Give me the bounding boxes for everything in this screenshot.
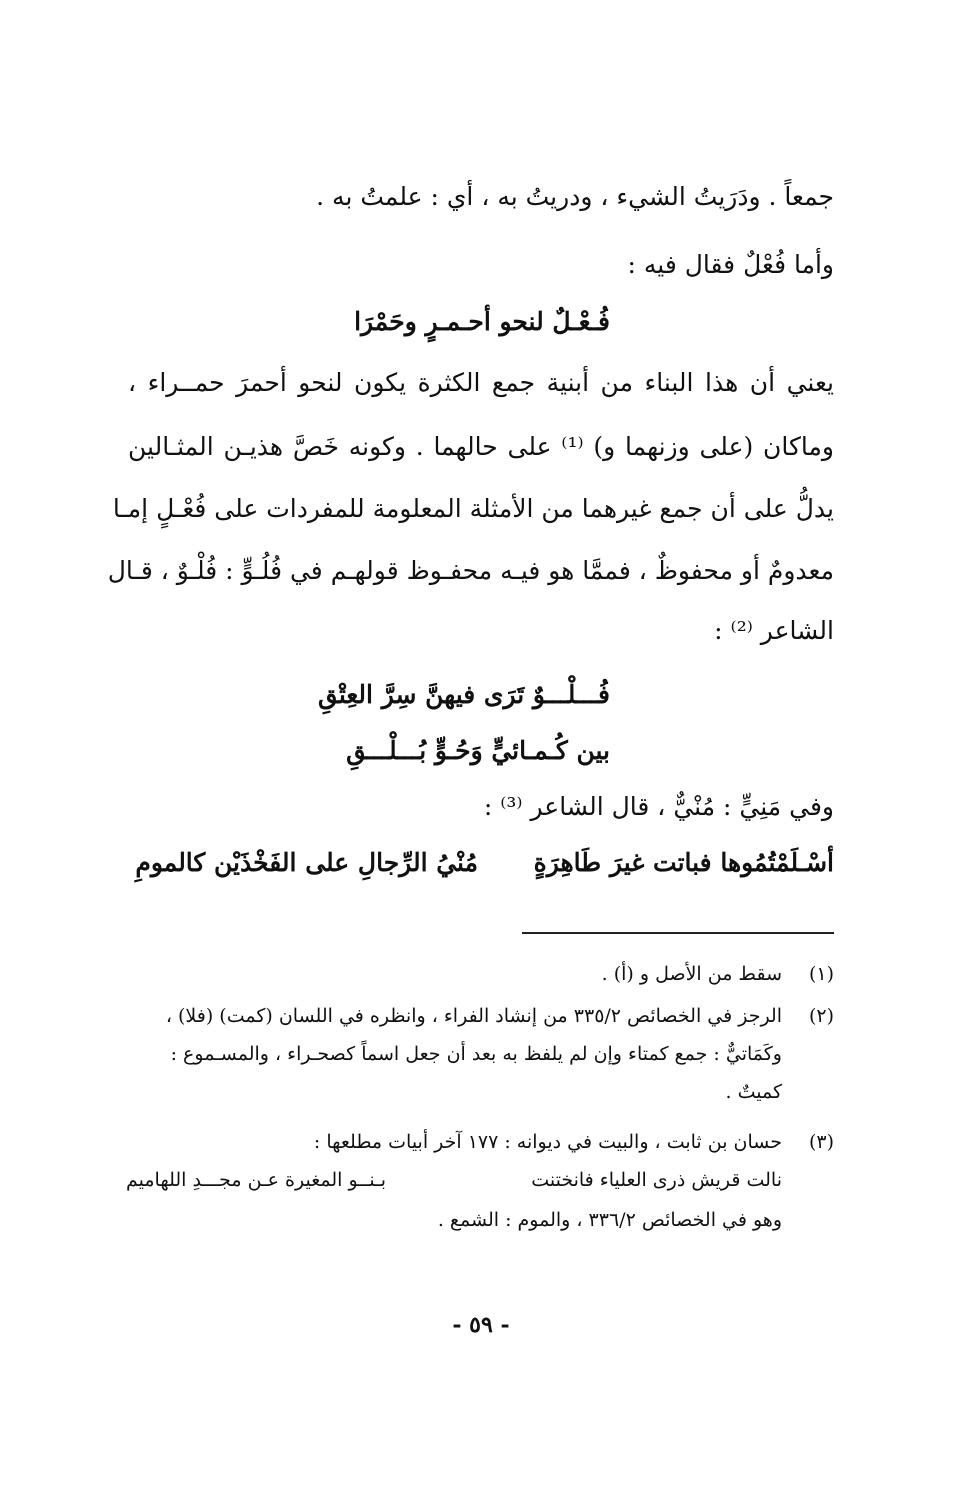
footnote-number: (١) xyxy=(808,963,834,985)
footnote-3 xyxy=(125,1130,834,1240)
footnote-2 xyxy=(128,1004,834,1114)
paragraph-line-3: يدلُّ على أن جمع غيرهما من الأمثلة المعلومة للمفردات على فُعْـلٍ إمـا xyxy=(112,494,834,523)
verse-3-second-hemistich: مُنْيُ الرِّجالِ على الفَخْذَيْن كالمومِ xyxy=(135,848,478,877)
footnote-number: (٣) xyxy=(808,1131,834,1153)
verse-3-first-hemistich: أسْـلَمْتُمُوها فباتت غيرَ طَاهِرَةٍ xyxy=(533,848,834,877)
footnote-text: وكَمَاتيٌّ : جمع كمتاء وإن لم يلفظ به بعد أن جعل اسماً كصحـراء ، والمسـموع : xyxy=(170,1043,782,1065)
paragraph-line-4: معدومٌ أو محفوظٌ ، فممَّا هو فيـه محفـوظ قولهـم في فُلُـوٍّ : فُلْـوٌ ، قـال xyxy=(107,556,834,585)
footnote-text: حسان بن ثابت ، والبيت في ديوانه : ١٧٧ آخر أبيات مطلعها : xyxy=(313,1131,782,1153)
text-line-3: وفي مَنِيٍّ : مُنْيٌّ ، قال الشاعر ⁽³⁾ : xyxy=(483,792,834,821)
footnote-verse-first-hemistich: نالت قريش ذرى العلياء فانختنت xyxy=(531,1169,782,1191)
paragraph-line-5: الشاعر ⁽²⁾ : xyxy=(714,616,834,645)
paragraph-line-1: يعني أن هذا البناء من أبنية جمع الكثرة يكون لنحو أحمرَ حمــراء ، xyxy=(128,368,834,397)
footnote-separator xyxy=(522,932,834,934)
footnote-text: سقط من الأصل و (أ) . xyxy=(601,963,782,985)
page-number: - ٥٩ - xyxy=(452,1312,510,1338)
text-line-2: وأما فُعْلٌ فقال فيه : xyxy=(627,250,834,279)
verse-1: فُـعْـلٌ لنحو أحـمـرٍ وحَمْرَا xyxy=(354,307,610,336)
paragraph-line-2: وماكان (على وزنهما و) ⁽¹⁾ على حالهما . وكونه خَصَّ هذيـن المثـالين xyxy=(128,432,834,461)
footnote-verse-second-hemistich: بـنــو المغيرة عـن مجـــدِ اللهاميم xyxy=(125,1169,386,1191)
footnote-text: كميتٌ . xyxy=(725,1081,782,1103)
verse-2-first-hemistich: فُـــلْـــوٌ تَرَى فيهنَّ سِرَّ العِتْقِ xyxy=(317,680,610,709)
verse-2-second-hemistich: بين كُـمـائيٍّ وَحُـوٍّ بُـــلْـــقِ xyxy=(346,736,610,765)
footnote-1 xyxy=(128,962,834,987)
footnote-text: وهو في الخصائص ٣٣٦/٢ ، والموم : الشمع . xyxy=(437,1209,782,1231)
text-line-1: جمعاً . ودَرَيتُ الشيء ، ودريتُ به ، أي : علمتُ به . xyxy=(316,182,834,211)
footnote-text: الرجز في الخصائص ٣٣٥/٢ من إنشاد الفراء ، وانظره في اللسان (كمت) (فلا) ، xyxy=(165,1005,782,1027)
footnote-number: (٢) xyxy=(808,1005,834,1027)
